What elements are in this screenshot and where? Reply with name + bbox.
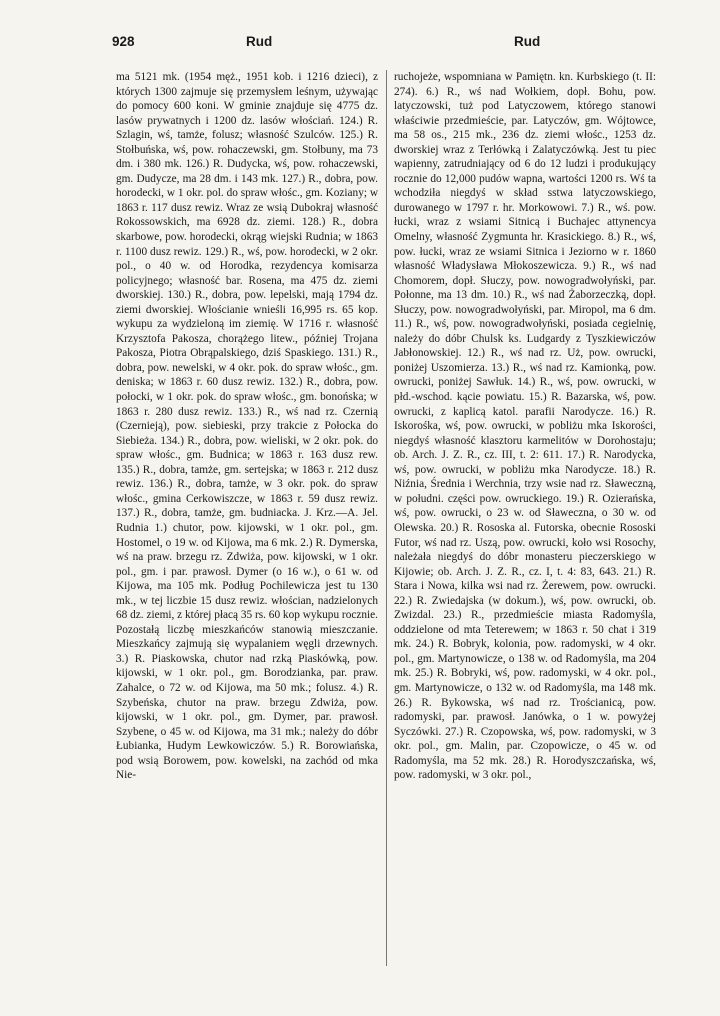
column-right-text: ruchojeże, wspomniana w Pamiętn. kn. Kurbskiego (t. II: 274). 6.) R., wś nad Wołkiem, dopł. Bohu, pow. latyczowski, tuż pod Latyczowem, którego stanowi właściwie przedmieście, par. Latyczów, gm. Wójtowce, ma 58 os., 215 mk., 236 dz. ziemi włośc., 1253 dz. dworskiej wraz z Terłówką i Zalatyczówką. Jest tu piec wapienny, zatrudniający od 6 do 12 ludzi i produkujący rocznie do 12,000 pudów wapna, wartości 1200 rs. Wś ta wchodziła niegdyś w skład sstwa latyczowskiego, durowanego w 1797 r. hr. Morkowowi. 7.) R., wś. pow. łucki, wraz z wsiami Sitnicą i Buchajec attynencya Omelny, własność Zygmunta hr. Krasickiego. 8.) R., wś, pow. łucki, wraz ze wsiami Sitnica i Jeziorno w r. 1860 własność Władysława Młokoszewicza. 9.) R., wś nad Chomorem, dopł. Słuczy, pow. nowogradwołyński, par. Połonne, ma 13 dm. 10.) R., wś nad Żaborzeczką, dopł. Słuczy, pow. nowogradwołyński, par. Miropol, ma 6 dm. 11.) R., wś, pow. nowogradwołyński, posiada cegielnię, należy do dóbr Chulsk ks. Ludgardy z Tyszkiewiczów Jabłonowskiej. 12.) R., wś nad rz. Uż, pow. owrucki, poniżej Uszomierza. 13.) R., wś nad rz. Kamionką, pow. owrucki, poniżej Sawłuk. 14.) R., wś, pow. owrucki, w płd.-wschod. kącie powiatu. 15.) R. Bazarska, wś, pow. owrucki, z kaplicą katol. parafii Narodycze. 16.) R. Iskorośka, wś, pow. owrucki, w pobliżu mka Iskorości, niegdyś własność klasztoru karmelitów w Dorohostaju; ob. Arch. J. Z. R., cz. III, t. 2: 611. 17.) R. Narodycka, wś, pow. owrucki, w pobliżu mka Narodycze. 18.) R. Niźnia, Średnia i Werchnia, trzy wsie nad rz. Sławeczną, w południ. części pow. owruckiego. 19.) R. Ozierańska, wś, pow. owrucki, o 23 w. od Sławeczna, o 30 w. od Olewska. 20.) R. Rososka al. Futorska, obecnie Rososki Futor, wś nad rz. Uszą, pow. owrucki, koło wsi Rosochy, należała niegdyś do dóbr monasteru pieczerskiego w Kijowie; ob. Arch. J. Z. R., cz. I, t. 4: 83, 643. 21.) R. Stara i Nowa, kilka wsi nad rz. Żerewem, pow. owrucki. 22.) R. Zwiedajska (w dokum.), wś, pow. owrucki, ob. Zwizdal. 23.) R., przedmieście miasta Radomyśla, oddzielone od mta Teterewem; w 1863 r. 50 chat i 319 mk. 24.) R. Bobryk, kolonia, pow. radomyski, w 4 okr. pol., gm. Martynowicze, o 138 w. od Radomyśla, ma 204 mk. 25.) R. Bobryki, wś, pow. radomyski, w 4 okr. pol., gm. Martynowicze, o 132 w. od Radomyśla, ma 148 mk. 26.) R. Bykowska, wś nad rz. Trościanicą, pow. radomyski, par. prawosł. Janówka, o 1 w. powyżej Syczówki. 27.) R. Czopowska, wś, pow. radomyski, w 3 okr. pol., gm. Malin, par. Czopowicze, o 45 w. od Radomyśla, ma 52 mk. 28.) R. Horodyszczańska, wś, pow. radomyski, w 3 okr. pol.,: [394, 71, 656, 782]
column-divider: [386, 70, 387, 966]
text-column-right: [394, 70, 656, 980]
running-head-right: Rud: [514, 34, 541, 49]
page-header: [112, 34, 660, 54]
running-head-left: Rud: [246, 34, 273, 49]
column-left-text: ma 5121 mk. (1954 męż., 1951 kob. i 1216 dzieci), z których 1300 zajmuje się przemysłem leśnym, używając do pomocy 600 koni. W gminie znajduje się 4775 dz. lasów prywatnych i 1200 dz. lasów włościań. 124.) R. Szlagin, wś, tamże, folusz; własność Szulców. 125.) R. Stołbuńska, wś, pow. rohaczewski, gm. Stołbuny, ma 73 dm. i 380 mk. 126.) R. Dudycka, wś, pow. rohaczewski, gm. Dudycze, ma 28 dm. i 143 mk. 127.) R., dobra, pow. horodecki, w 1 okr. pol. do spraw włośc., gm. Koziany; w 1863 r. 117 dusz rewiz. Wraz ze wsią Dubokraj własność Rokossowskich, ma 6928 dz. ziemi. 128.) R., dobra skarbowe, pow. horodecki, okrąg wiejski Rudnia; w 1863 r. 1100 dusz rewiz. 129.) R., wś, pow. horodecki, w 2 okr. pol., o 40 w. od Horodka, rezydencya komisarza policyjnego; własność bar. Rosena, ma 475 dz. ziemi dworskiej. 130.) R., dobra, pow. lepelski, mają 1794 dz. ziemi dworskiej. Włościanie wnieśli 16,995 rs. 65 kop. wykupu za wydzieloną im ziemię. W 1716 r. własność Krzysztofa Pakosza, chorążego litew., później Trojana Pakosza, Piotra Obrąpalskiego, dziś Spaskiego. 131.) R., dobra, pow. newelski, w 4 okr. pok. do spraw włośc., gm. deniska; w 1863 r. 60 dusz rewiz. 132.) R., dobra, pow. połocki, w 1 okr. pok. do spraw włośc., gm. bonońska; w 1863 r. 280 dusz rewiz. 133.) R., wś nad rz. Czernią (Czernieją), pow. siebieski, przy trakcie z Połocka do Siebieża. 134.) R., dobra, pow. wieliski, w 2 okr. pok. do spraw włośc., gm. Budnica; w 1863 r. 163 dusz rew. 135.) R., dobra, tamże, gm. sertejska; w 1863 r. 212 dusz rewiz. 136.) R., dobra, tamże, w 3 okr. pok. do spraw włośc., gmina Cerkowiszcze, w 1863 r. 59 dusz rewiz. 137.) R., dobra, tamże, gm. budniacka. J. Krz.—A. Jel. Rudnia 1.) chutor, pow. kijowski, w 1 okr. pol., gm. Hostomel, o 19 w. od Kijowa, ma 6 mk. 2.) R. Dymerska, wś na praw. brzegu rz. Zdwiża, pow. kijowski, w 1 okr. pol., gm. i par. prawosł. Dymer (o 16 w.), o 61 w. od Kijowa, ma 105 mk. Podług Pochilewicza jest tu 130 mk., w tej liczbie 15 dusz rewiz. włościan, nadzielonych 68 dz. ziemi, z której płacą 35 rs. 60 kop wykupu rocznie. Pozostałą liczbę mieszkańców stanowią mieszczanie. Mieszkańcy zajmują się wypalaniem węgli drzewnych. 3.) R. Piaskowska, chutor nad rzką Piaskówką, pow. kijowski, w 1 okr. pol., gm. Borodzianka, par. praw. Zahalce, o 72 w. od Kijowa, ma 50 mk.; folusz. 4.) R. Szybeńska, chutor na praw. brzegu Zdwiża, pow. kijowski, w 1 okr. pol., gm. Dymer, par. prawosł. Szybene, o 45 w. od Kijowa, ma 31 mk.; należy do dóbr Łubianka, Hudym Lewkowiczów. 5.) R. Borowiańska, pod wsią Borowem, pow. kowelski, na zachód od mka Nie-: [116, 71, 378, 782]
page-number: 928: [112, 34, 135, 49]
text-column-left: [116, 70, 378, 980]
